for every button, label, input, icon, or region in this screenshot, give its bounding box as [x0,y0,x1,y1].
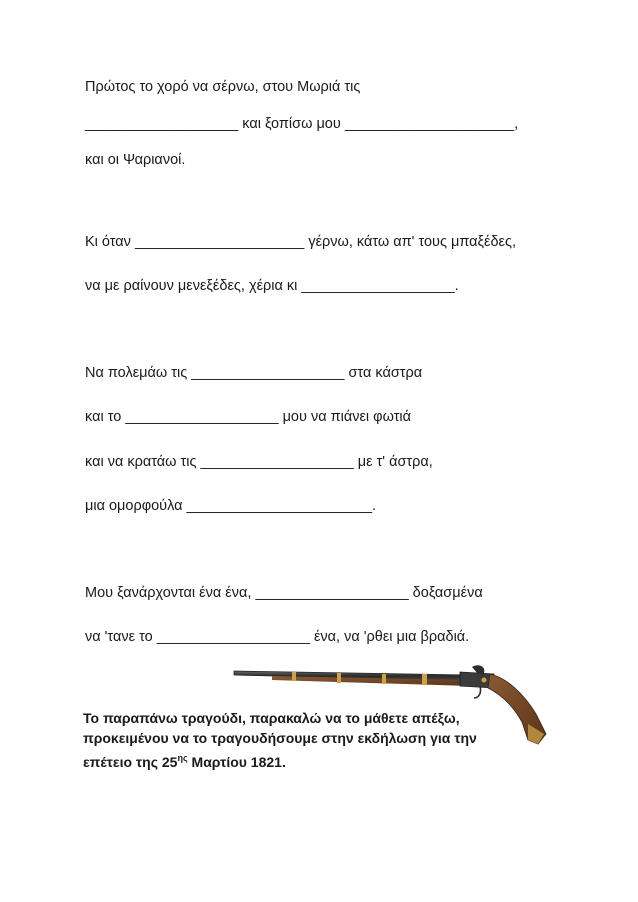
ordinal-suffix: ης [177,753,188,763]
verse-line: Να πολεμάω τις ___________________ στα κάστρα [85,365,423,381]
verse-line: Κι όταν _____________________ γέρνω, κάτω απ' τους μπαξέδες, [85,234,517,250]
verse-line: να με ραίνουν μενεξέδες, χέρια κι ___________________. [85,278,459,294]
verse-line: και οι Ψαριανοί. [85,152,186,168]
verse-line: να 'τανε το ___________________ ένα, να 'ρθει μια βραδιά. [85,629,470,645]
instructions-note [83,708,523,772]
verse-line: και να κρατάω τις ___________________ με τ' άστρα, [85,454,433,470]
verse-line: Μου ξανάρχονται ένα ένα, ___________________ δοξασμένα [85,585,483,601]
instructions-line [83,748,523,772]
verse-line: και το ___________________ μου να πιάνει φωτιά [85,409,412,425]
instructions-line: προκειμένου να το τραγουδήσουμε στην εκδήλωση για την [83,730,477,746]
date-prefix: επέτειο της 25 [83,754,178,770]
instructions-line: Το παραπάνω τραγούδι, παρακαλώ να το μάθετε απέξω, [83,710,460,726]
date-suffix: Μαρτίου 1821. [187,754,286,770]
verse-line: ___________________ και ξοπίσω μου _____________________, [85,116,519,132]
verse-line: Πρώτος το χορό να σέρνω, στου Μωριά τις [85,79,361,95]
verse-line: μια ομορφούλα _______________________. [85,498,377,514]
